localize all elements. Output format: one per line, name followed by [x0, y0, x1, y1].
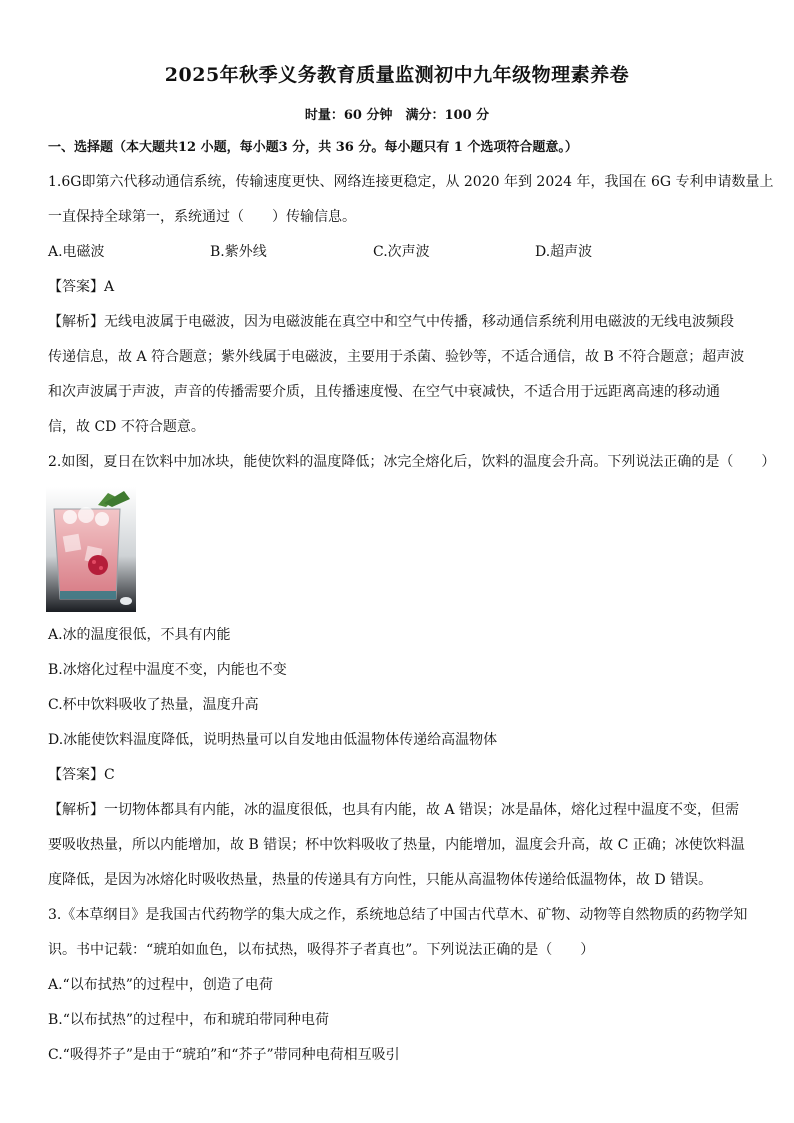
q3-option-c: C.“吸得芥子”是由于“琥珀”和“芥子”带同种电荷相互吸引: [48, 1047, 400, 1063]
q1-answer: 【答案】A: [48, 279, 115, 295]
q1-analysis-line3: 和次声波属于声波，声音的传播需要介质，且传播速度慢、在空气中衰减快，不适合用于远距离高速的移动通: [48, 384, 720, 400]
q2-answer: 【答案】C: [48, 767, 115, 783]
q2-option-d: D.冰能使饮料温度降低，说明热量可以自发地由低温物体传递给高温物体: [48, 732, 498, 748]
q2-option-b: B.冰熔化过程中温度不变，内能也不变: [48, 662, 287, 678]
drink-with-ice-image: [46, 487, 136, 612]
q1-stem-line2: 一直保持全球第一，系统通过（ ）传输信息。: [48, 209, 356, 225]
q2-option-a: A.冰的温度很低，不具有内能: [48, 627, 231, 643]
q3-stem-line1: 3.《本草纲目》是我国古代药物学的集大成之作，系统地总结了中国古代草木、矿物、动物等自然物质的药物学知: [48, 907, 748, 923]
q1-analysis-line4: 信，故 CD 不符合题意。: [48, 419, 205, 435]
q2-analysis-line2: 要吸收热量，所以内能增加，故 B 错误；杯中饮料吸收了热量，内能增加，温度会升高，故 C 正确；冰使饮料温: [48, 837, 745, 853]
q1-option-d: D.超声波: [535, 244, 593, 260]
q2-stem: 2.如图，夏日在饮料中加冰块，能使饮料的温度降低；冰完全熔化后，饮料的温度会升高。下列说法正确的是（ ）: [48, 454, 776, 470]
q3-option-b: B.“以布拭热”的过程中，布和琥珀带同种电荷: [48, 1012, 330, 1028]
q1-analysis-line1: 【解析】无线电波属于电磁波，因为电磁波能在真空中和空气中传播，移动通信系统利用电磁波的无线电波频段: [48, 314, 734, 330]
q2-analysis-line3: 度降低，是因为冰熔化时吸收热量，热量的传递具有方向性，只能从高温物体传递给低温物体，故 D 错误。: [48, 872, 713, 888]
q1-stem-line1: 1.6G即第六代移动通信系统，传输速度更快、网络连接更稳定，从 2020 年到 2024 年，我国在 6G 专利申请数量上: [48, 174, 774, 190]
q1-option-a: A.电磁波: [48, 244, 105, 260]
exam-meta: 时量：60 分钟 满分：100 分: [304, 108, 490, 123]
q3-option-a: A.“以布拭热”的过程中，创造了电荷: [48, 977, 273, 993]
page-title: 2025年秋季义务教育质量监测初中九年级物理素养卷: [164, 64, 630, 86]
section-heading: 一、选择题（本大题共12 小题，每小题3 分，共 36 分。每小题只有 1 个选项符合题意。）: [48, 140, 578, 155]
q2-analysis-line1: 【解析】一切物体都具有内能，冰的温度很低，也具有内能，故 A 错误；冰是晶体，熔化过程中温度不变，但需: [48, 802, 740, 818]
q1-option-b: B.紫外线: [210, 244, 267, 260]
q2-option-c: C.杯中饮料吸收了热量，温度升高: [48, 697, 259, 713]
q1-analysis-line2: 传递信息，故 A 符合题意；紫外线属于电磁波，主要用于杀菌、验钞等，不适合通信，故 B 不符合题意；超声波: [48, 349, 745, 365]
q1-option-c: C.次声波: [373, 244, 430, 260]
q3-stem-line2: 识。书中记载：“琥珀如血色，以布拭热，吸得芥子者真也”。下列说法正确的是（ ）: [48, 942, 595, 958]
